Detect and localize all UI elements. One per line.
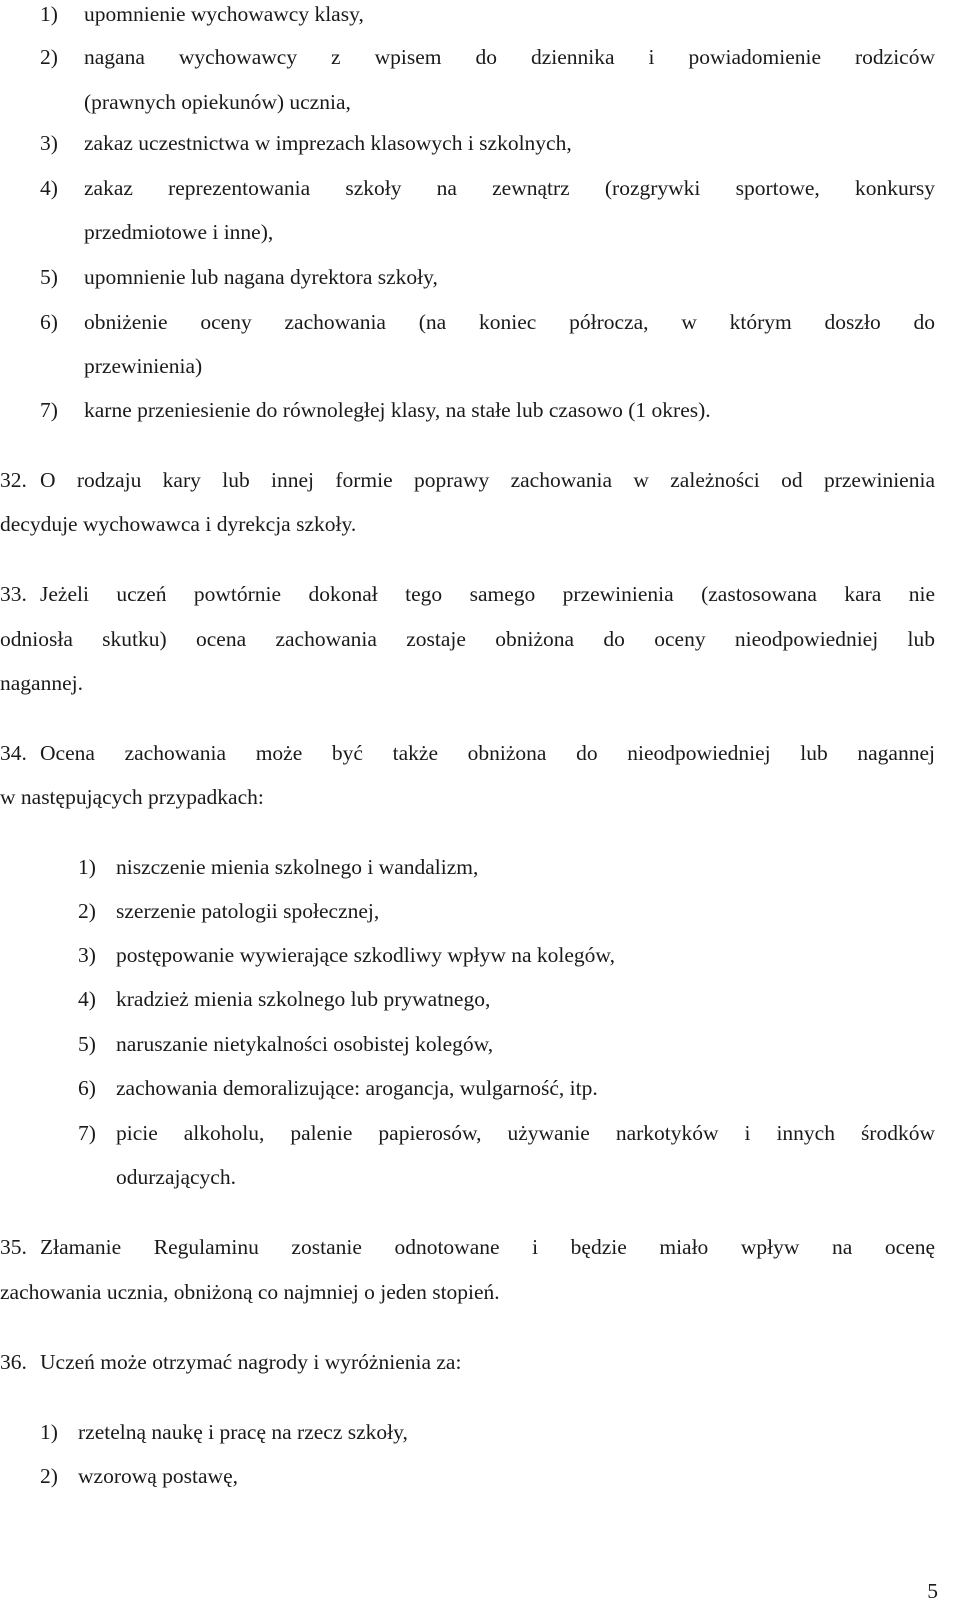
list-item-text: kradzież mienia szkolnego lub prywatnego, <box>116 987 491 1011</box>
section-text-cont: w następujących przypadkach: <box>0 785 264 809</box>
list-item-number: 6) <box>40 310 58 334</box>
list-item-text-cont: (prawnych opiekunów) ucznia, <box>84 90 351 114</box>
section-number: 32. <box>0 468 27 492</box>
section-text: Złamanie Regulaminu zostanie odnotowane i będzie miało wpływ na ocenę <box>40 1235 935 1259</box>
list-item-text: postępowanie wywierające szkodliwy wpływ na kolegów, <box>116 943 615 967</box>
list-item-text-cont: przewinienia) <box>84 354 203 378</box>
list-item-number: 4) <box>78 987 96 1011</box>
list-item-text: picie alkoholu, palenie papierosów, używanie narkotyków i innych środków <box>116 1121 935 1145</box>
list-item-text: nagana wychowawcy z wpisem do dziennika i powiadomienie rodziców <box>84 45 935 69</box>
section-text-cont: odniosła skutku) ocena zachowania zostaje obniżona do oceny nieodpowiedniej lub <box>0 627 935 651</box>
list-item-number: 2) <box>40 1464 58 1488</box>
list-item-number: 7) <box>78 1121 96 1145</box>
list-item-number: 5) <box>78 1032 96 1056</box>
list-item-text: rzetelną naukę i pracę na rzecz szkoły, <box>78 1420 408 1444</box>
list-item-number: 2) <box>78 899 96 923</box>
list-item-text: zakaz reprezentowania szkoły na zewnątrz (rozgrywki sportowe, konkursy <box>84 176 935 200</box>
list-item-number: 2) <box>40 45 58 69</box>
list-item-number: 1) <box>78 855 96 879</box>
list-item-text: szerzenie patologii społecznej, <box>116 899 380 923</box>
list-item-text: wzorową postawę, <box>78 1464 239 1488</box>
list-item-number: 1) <box>40 1420 58 1444</box>
section-number: 34. <box>0 741 27 765</box>
section-text: Ocena zachowania może być także obniżona do nieodpowiedniej lub nagannej <box>40 741 935 765</box>
list-item-text: upomnienie lub nagana dyrektora szkoły, <box>84 265 438 289</box>
list-item-number: 7) <box>40 398 58 422</box>
list-item-text-cont: przedmiotowe i inne), <box>84 220 274 244</box>
section-text: O rodzaju kary lub innej formie poprawy zachowania w zależności od przewinienia <box>40 468 935 492</box>
section-text-cont: zachowania ucznia, obniżoną co najmniej o jeden stopień. <box>0 1280 500 1304</box>
list-item-text-cont: odurzających. <box>116 1165 236 1189</box>
list-item-text: zachowania demoralizujące: arogancja, wulgarność, itp. <box>116 1076 598 1100</box>
list-item-number: 3) <box>40 131 58 155</box>
list-item-number: 5) <box>40 265 58 289</box>
list-item-text: naruszanie nietykalności osobistej kolegów, <box>116 1032 494 1056</box>
section-text: Uczeń może otrzymać nagrody i wyróżnienia za: <box>40 1350 462 1374</box>
section-text-cont: nagannej. <box>0 671 83 695</box>
list-item-number: 4) <box>40 176 58 200</box>
section-text: Jeżeli uczeń powtórnie dokonał tego samego przewinienia (zastosowana kara nie <box>40 582 935 606</box>
page-number: 5 <box>927 1579 938 1603</box>
list-item-text: upomnienie wychowawcy klasy, <box>84 2 364 26</box>
list-item-text: zakaz uczestnictwa w imprezach klasowych i szkolnych, <box>84 131 572 155</box>
section-number: 35. <box>0 1235 27 1259</box>
list-item-text: karne przeniesienie do równoległej klasy, na stałe lub czasowo (1 okres). <box>84 398 711 422</box>
section-number: 36. <box>0 1350 27 1374</box>
section-text-cont: decyduje wychowawca i dyrekcja szkoły. <box>0 512 357 536</box>
list-item-text: niszczenie mienia szkolnego i wandalizm, <box>116 855 479 879</box>
list-item-text: obniżenie oceny zachowania (na koniec półrocza, w którym doszło do <box>84 310 935 334</box>
list-item-number: 1) <box>40 2 58 26</box>
list-item-number: 6) <box>78 1076 96 1100</box>
list-item-number: 3) <box>78 943 96 967</box>
section-number: 33. <box>0 582 27 606</box>
